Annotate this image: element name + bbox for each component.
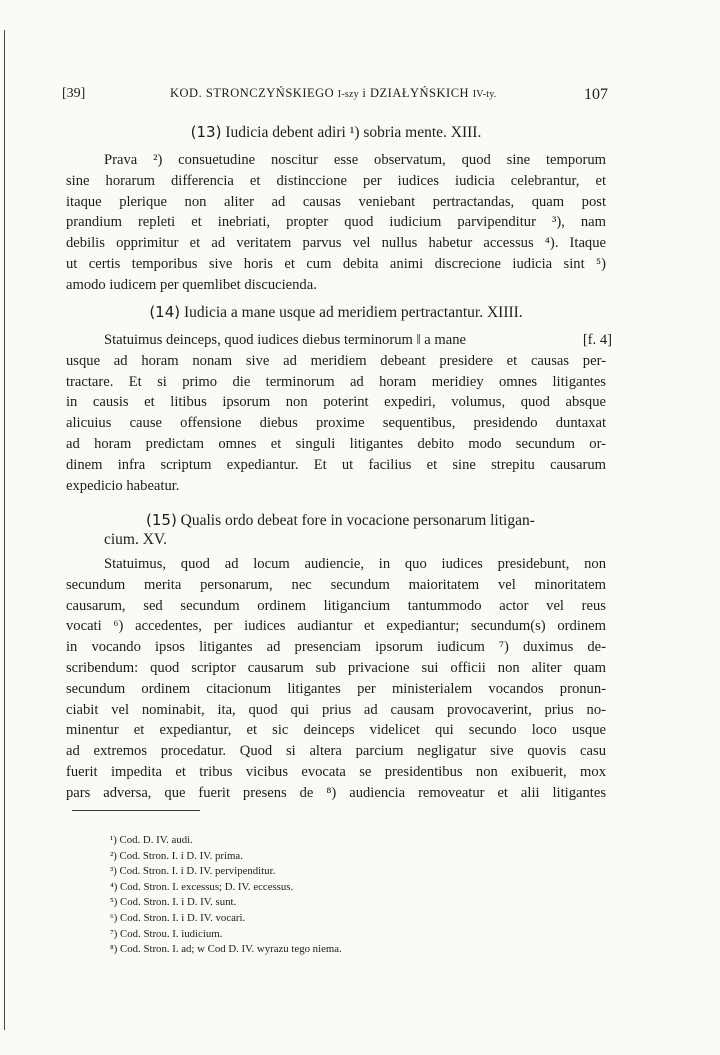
text-line: minentur et expediantur, et sic deinceps videlicet qui secundo loco usque (66, 722, 606, 739)
text-line: causarum, sed secundum ordinem litigancium tantummodo actor vel reus (66, 597, 606, 614)
footnote-divider (72, 810, 200, 811)
footnote-4: ⁴) Cod. Stron. I. excessus; D. IV. eccessus. (110, 880, 294, 893)
text-line: ciabit vel nominabit, ita, quod qui prius ad causam provocaverint, prius no- (66, 701, 606, 718)
header-left-number: [39] (62, 86, 86, 101)
text-line: scribendum: quod scriptor causarum sub privacione sui officii non aliter quam (66, 659, 606, 676)
footnote-1: ¹) Cod. D. IV. audi. (110, 834, 193, 846)
footnote-6: ⁶) Cod. Stron. I. i D. IV. vocari. (110, 911, 246, 924)
text-line: tractare. Et si primo die terminorum ad horam meridiey omnes litigantes (66, 373, 606, 390)
footnote-5: ⁵) Cod. Stron. I. i D. IV. sunt. (110, 896, 237, 909)
text-line: in vocando ipsos litigantes ad presenciam ipsorum iudicum ⁷) duximus de- (66, 639, 606, 656)
binding-edge-line (4, 30, 5, 1030)
text-line: amodo iudicem per quemlibet discucienda. (66, 276, 317, 293)
section-13-paragraph (66, 150, 606, 296)
section-13-title: (13) Iudicia debent adiri ¹) sobria mente. XIII. (190, 123, 482, 141)
text-line: secundum merita personarum, nec secundum maioritatem vel minoritatem (66, 576, 606, 593)
section-15-title-line1: (15) Qualis ordo debeat fore in vocacione personarum litigan- (146, 511, 535, 529)
text-line: alicuius cause offensione diebus proxime sequentibus, presidendo duntaxat (66, 415, 606, 432)
footnotes (110, 833, 342, 958)
footnote-8: ⁸) Cod. Stron. I. ad; w Cod D. IV. wyrazu tego niema. (110, 943, 342, 956)
section-14-title: (14) Iudicia a mane usque ad meridiem pertractantur. XIIII. (149, 303, 523, 321)
text-line: ad extremos procedatur. Quod si altera parcium negligatur sive quovis casu (66, 743, 606, 760)
text-line: usque ad horam nonam sive ad meridiem debeant presidere et causas per- (66, 352, 606, 369)
text-line: sine horarum differencia et distinccione per iudices iudicia celebrantur, et (66, 172, 606, 189)
header-title: KOD. STRONCZYŃSKIEGO I-szy i DZIAŁYŃSKICH IV-ty. (170, 86, 497, 100)
running-header (62, 84, 608, 104)
text-line: in causis et litibus ipsorum non poterint expediri, volumus, quod absque (66, 394, 606, 411)
text-line: Prava ²) consuetudine noscitur esse observatum, quod sine temporum (104, 152, 606, 168)
text-line: prandium repleti et inebriati, propter quod iudicium parvipenditur ³), nam (66, 214, 606, 231)
folio-margin-note: [f. 4] (582, 332, 612, 348)
text-line: pars adversa, que fuerit presens de ⁸) audiencia removeatur et alii litigantes (66, 784, 606, 801)
text-line: secundum ordinem citacionum litigantes per ministerialem vocandos pronun- (66, 680, 606, 697)
section-15-paragraph (66, 554, 606, 804)
text-line: ad horam predictam omnes et singuli litigantes debito modo secundum or- (66, 435, 606, 452)
section-14-paragraph (66, 330, 612, 496)
text-line: dinem infra scriptum expediantur. Et ut facilius et sine strepitu causarum (66, 456, 606, 473)
page-number: 107 (584, 86, 608, 103)
text-line: debilis opprimitur et ad veritatem parvus vel nullus habetur accessus ⁴). Itaque (66, 235, 606, 252)
text-line: itaque plerique non aliter ad causas veniebant pertractandas, quam post (66, 193, 606, 210)
section-15-title-line2: cium. XV. (104, 531, 168, 548)
text-line: fuerit impedita et tribus vicibus evocata se presidentibus non exibuerit, mox (66, 763, 606, 780)
footnote-3: ³) Cod. Stron. I. i D. IV. pervipenditur. (110, 865, 276, 878)
text-line: vocati ⁶) accedentes, per iudices audiantur et expediantur; secundum(s) ordinem (66, 618, 606, 635)
footnote-2: ²) Cod. Stron. I. i D. IV. prima. (110, 849, 243, 862)
text-line: Statuimus deinceps, quod iudices diebus terminorum ‖ a mane (104, 332, 466, 348)
footnote-7: ⁷) Cod. Strou. I. iudicium. (110, 927, 223, 940)
text-line: ut certis temporibus sive horis et cum debita animi discrecione iudicia sint ⁵) (66, 255, 606, 272)
text-line: expedicio habeatur. (66, 477, 180, 494)
text-line: Statuimus, quod ad locum audiencie, in quo iudices presidebunt, non (104, 556, 606, 572)
